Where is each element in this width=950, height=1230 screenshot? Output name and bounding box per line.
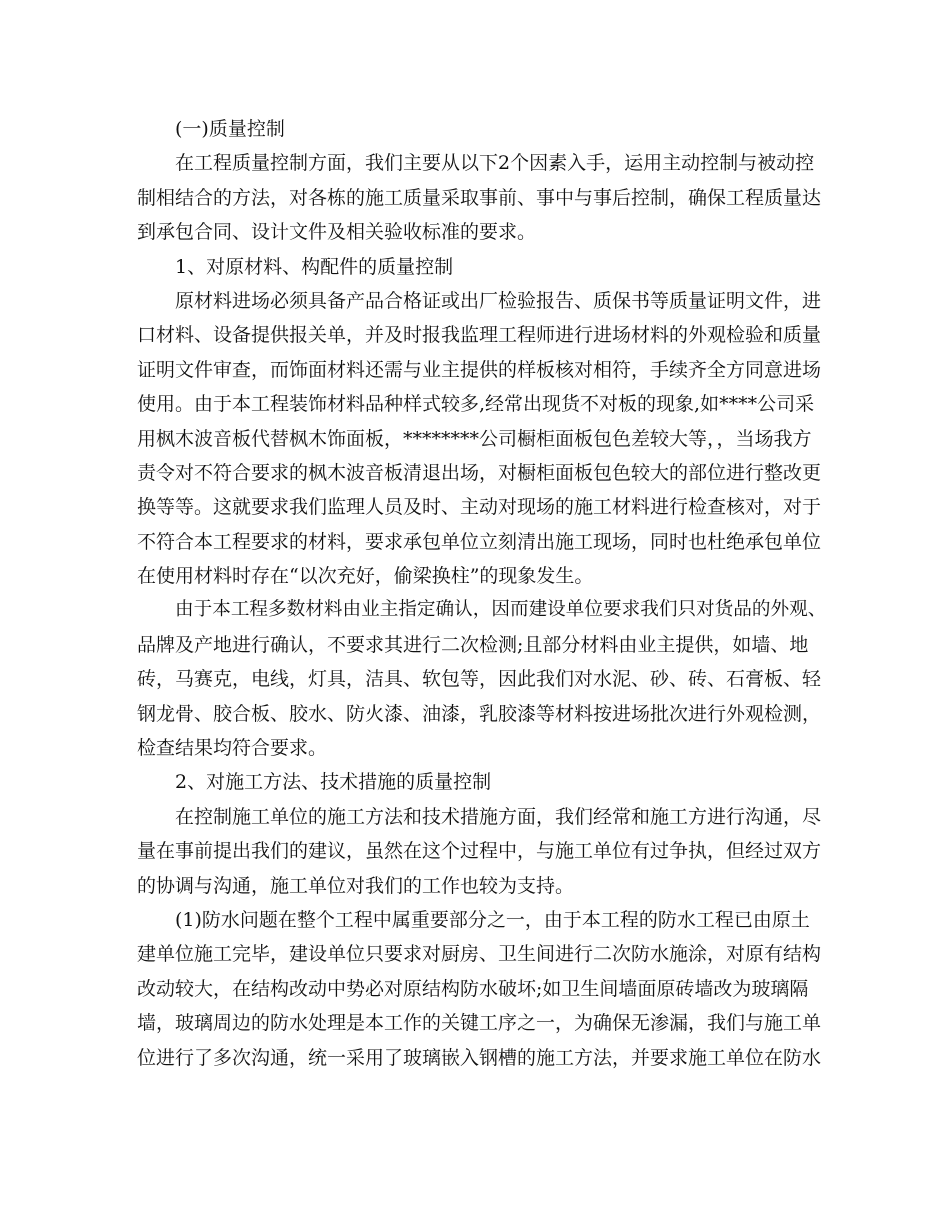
text-line: 原材料进场必须具备产品合格证或出厂检验报告、质保书等质量证明文件，进 (175, 289, 822, 312)
text-line: 建单位施工完毕，建设单位只要求对厨房、卫生间进行二次防水施涂，对原有结构 (137, 943, 822, 966)
text-line: 位进行了多次沟通，统一采用了玻璃嵌入钢槽的施工方法，并要求施工单位在防水 (137, 1046, 822, 1069)
text-line: 1、对原材料、构配件的质量控制 (175, 255, 454, 278)
text-line: 换等等。这就要求我们监理人员及时、主动对现场的施工材料进行检查核对，对于 (137, 496, 822, 519)
text-line: 口材料、设备提供报关单，并及时报我监理工程师进行进场材料的外观检验和质量 (137, 324, 822, 347)
text-line: 在使用材料时存在“以次充好，偷梁换柱”的现象发生。 (137, 565, 594, 588)
text-line: 品牌及产地进行确认，不要求其进行二次检测;且部分材料由业主提供，如墙、地 (137, 633, 809, 656)
text-line: 量在事前提出我们的建议，虽然在这个过程中，与施工单位有过争执，但经过双方 (137, 840, 822, 863)
text-line: 钢龙骨、胶合板、胶水、防火漆、油漆，乳胶漆等材料按进场批次进行外观检测， (137, 702, 822, 725)
text-line: 到承包合同、设计文件及相关验收标准的要求。 (137, 221, 537, 244)
text-line: 由于本工程多数材料由业主指定确认，因而建设单位要求我们只对货品的外观、 (175, 599, 827, 621)
text-line: 砖，马赛克，电线，灯具，洁具、软包等，因此我们对水泥、砂、砖、石膏板、轻 (137, 668, 822, 691)
text-line: 责令对不符合要求的枫木波音板清退出场，对橱柜面板包色较大的部位进行整改更 (137, 461, 822, 484)
text-line: 使用。由于本工程装饰材料品种样式较多,经常出现货不对板的现象,如****公司采 (137, 393, 815, 416)
text-line: 不符合本工程要求的材料，要求承包单位立刻清出施工现场，同时也杜绝承包单位 (137, 530, 822, 553)
text-line: (一)质量控制 (175, 118, 285, 140)
text-line: 2、对施工方法、技术措施的质量控制 (175, 771, 492, 794)
text-line: 检查结果均符合要求。 (137, 737, 328, 760)
text-line: 改动较大，在结构改动中势必对原结构防水破坏;如卫生间墙面原砖墙改为玻璃隔 (137, 977, 809, 1000)
text-line: 墙，玻璃周边的防水处理是本工作的关键工序之一，为确保无渗漏，我们与施工单 (137, 1012, 822, 1035)
text-line: (1)防水问题在整个工程中属重要部分之一，由于本工程的防水工程已由原土 (175, 908, 810, 931)
document-body (137, 112, 827, 1075)
text-line: 证明文件审查，而饰面材料还需与业主提供的样板核对相符，手续齐全方同意进场 (137, 358, 822, 381)
text-line: 在控制施工单位的施工方法和技术措施方面，我们经常和施工方进行沟通，尽 (175, 805, 822, 828)
text-line: 制相结合的方法，对各栋的施工质量采取事前、事中与事后控制，确保工程质量达 (137, 186, 822, 209)
text-line: 在工程质量控制方面，我们主要从以下2个因素入手，运用主动控制与被动控 (175, 152, 815, 175)
text-line: 的协调与沟通，施工单位对我们的工作也较为支持。 (137, 874, 575, 897)
text-line: 用枫木波音板代替枫木饰面板，********公司橱柜面板包色差较大等，，当场我方 (137, 427, 812, 450)
